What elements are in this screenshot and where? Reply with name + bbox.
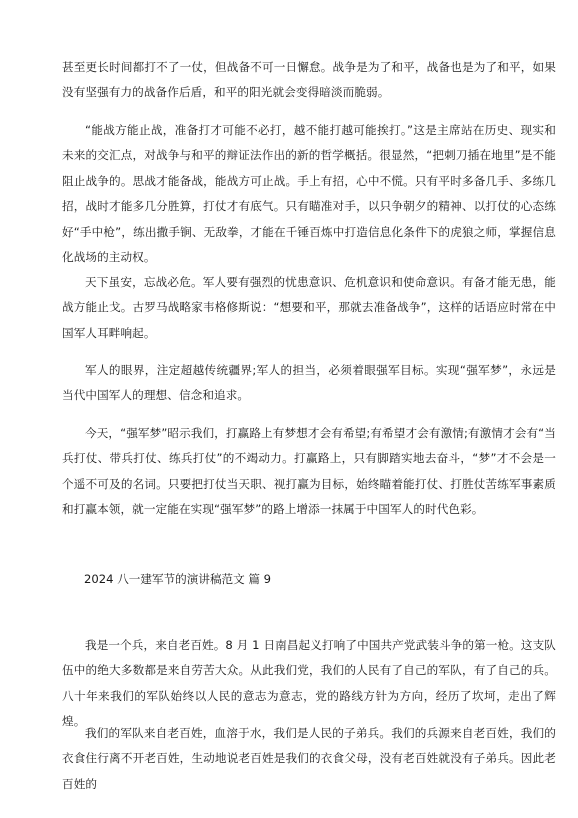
section-heading: 2024 八一建军节的演讲稿范文 篇 9 xyxy=(84,572,272,586)
paragraph-continuation: 甚至更长时间都打不了一仗，但战备不可一日懈怠。战争是为了和平，战备也是为了和平，如果没有坚强有力的战备作后盾，和平的阳光就会变得暗淡而脆弱。 xyxy=(62,60,556,100)
paragraph-peace-preparedness: 天下虽安，忘战必危。军人要有强烈的忧患意识、危机意识和使命意识。有备才能无患，能战方能止戈。古罗马战略家韦格修斯说：“想要和平，那就去准备战争”，这样的话语应时常在中国军人耳畔响起。 xyxy=(62,275,556,340)
paragraph-i-am-a-soldier: 我是一个兵，来自老百姓。8 月 1 日南昌起义打响了中国共产党武装斗争的第一枪。这支队伍中的绝大多数都是来自劳苦大众。从此我们党，我们的人民有了自己的军队，有了自己的兵。八十年来我们的军队始终以人民的意志为意志，党的路线方针为方向，经历了坎坷，走出了辉煌。 xyxy=(62,638,556,729)
paragraph-army-from-people: 我们的军队来自老百姓，血溶于水，我们是人民的子弟兵。我们的兵源来自老百姓，我们的衣食住行离不开老百姓，生动地说老百姓是我们的衣食父母，没有老百姓就没有子弟兵。因此老百姓的 xyxy=(62,726,556,791)
paragraph-strong-military-dream: 今天，“强军梦”昭示我们，打赢路上有梦想才会有希望;有希望才会有激情;有激情才会有“当兵打仗、带兵打仗、练兵打仗”的不竭动力。打赢路上，只有脚踏实地去奋斗，“梦”才不会是一个遥不可及的名词。只要把打仗当天职、视打赢为目标，始终瞄着能打仗、打胜仗苦练军事素质和打赢本领，就一定能在实现“强军梦”的路上增添一抹属于中国军人的时代色彩。 xyxy=(62,426,556,517)
paragraph-soldier-vision: 军人的眼界，注定超越传统疆界;军人的担当，必须着眼强军目标。实现“强军梦”，永远是当代中国军人的理想、信念和追求。 xyxy=(62,363,556,403)
paragraph-can-fight-to-stop-war: “能战方能止战，准备打才可能不必打，越不能打越可能挨打。”这是主席站在历史、现实和未来的交汇点，对战争与和平的辩证法作出的新的哲学概括。很显然，“把刺刀插在地里”是不能阻止战争的。思战才能备战，能战方可止战。手上有招，心中不慌。只有平时多备几手、多练几招，战时才能多几分胜算，打仗才有底气。只有瞄准对手，以只争朝夕的精神、以打仗的心态练好“手中枪”，练出撒手锏、无敌拳，才能在千锤百炼中打造信息化条件下的虎狼之师，掌握信息化战场的主动权。 xyxy=(62,123,556,265)
